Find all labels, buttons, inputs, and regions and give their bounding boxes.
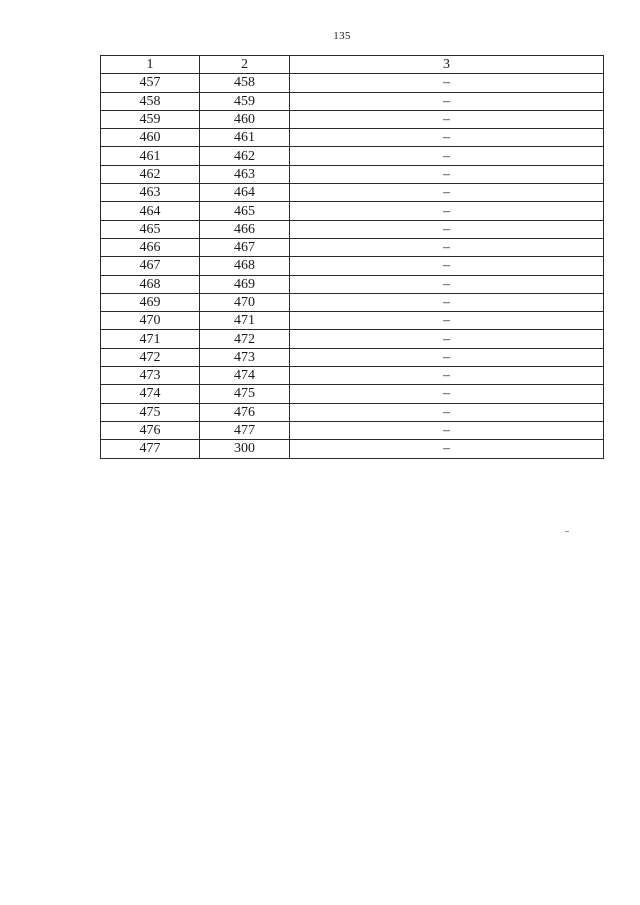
page-number: 135 xyxy=(333,30,351,42)
table-cell-col-3: – xyxy=(290,257,604,275)
table-cell-col-1: 466 xyxy=(101,238,200,256)
table-body xyxy=(101,74,604,458)
table-cell-col-3: – xyxy=(290,348,604,366)
table-cell-col-2: 464 xyxy=(200,184,290,202)
table-cell-col-1: 475 xyxy=(101,403,200,421)
table-cell-col-2: 471 xyxy=(200,312,290,330)
table-cell-col-2: 460 xyxy=(200,110,290,128)
table-cell-col-2: 468 xyxy=(200,257,290,275)
table-cell-col-2: 473 xyxy=(200,348,290,366)
table-row xyxy=(101,92,604,110)
table-row xyxy=(101,312,604,330)
table-cell-col-3: – xyxy=(290,385,604,403)
table-row xyxy=(101,385,604,403)
table-cell-col-1: 458 xyxy=(101,92,200,110)
table-row xyxy=(101,110,604,128)
table-cell-col-3: – xyxy=(290,421,604,439)
table-cell-col-2: 465 xyxy=(200,202,290,220)
table-cell-col-3: – xyxy=(290,110,604,128)
table-cell-col-3: – xyxy=(290,74,604,92)
table-cell-col-1: 468 xyxy=(101,275,200,293)
table-cell-col-1: 471 xyxy=(101,330,200,348)
table-cell-col-3: – xyxy=(290,238,604,256)
table-cell-col-2: 300 xyxy=(200,440,290,458)
table-cell-col-3: – xyxy=(290,92,604,110)
table-cell-col-1: 461 xyxy=(101,147,200,165)
table-cell-col-2: 463 xyxy=(200,165,290,183)
table-cell-col-1: 477 xyxy=(101,440,200,458)
table-cell-col-2: 475 xyxy=(200,385,290,403)
table-cell-col-1: 469 xyxy=(101,293,200,311)
table-cell-col-2: 466 xyxy=(200,220,290,238)
scan-artifact xyxy=(565,531,569,532)
table-cell-col-1: 462 xyxy=(101,165,200,183)
table-cell-col-2: 461 xyxy=(200,129,290,147)
table-cell-col-1: 470 xyxy=(101,312,200,330)
table-cell-col-3: – xyxy=(290,367,604,385)
table-cell-col-3: – xyxy=(290,147,604,165)
table-cell-col-1: 467 xyxy=(101,257,200,275)
column-header-1: 1 xyxy=(101,56,200,74)
table-cell-col-1: 464 xyxy=(101,202,200,220)
table-row xyxy=(101,440,604,458)
table-cell-col-2: 458 xyxy=(200,74,290,92)
table-cell-col-3: – xyxy=(290,129,604,147)
table-cell-col-2: 467 xyxy=(200,238,290,256)
table-cell-col-1: 463 xyxy=(101,184,200,202)
column-header-3: 3 xyxy=(290,56,604,74)
table-row xyxy=(101,147,604,165)
table-row xyxy=(101,330,604,348)
table-row xyxy=(101,293,604,311)
table-cell-col-3: – xyxy=(290,440,604,458)
table-row xyxy=(101,129,604,147)
table-cell-col-2: 474 xyxy=(200,367,290,385)
table-cell-col-3: – xyxy=(290,330,604,348)
table-cell-col-2: 476 xyxy=(200,403,290,421)
table-cell-col-3: – xyxy=(290,202,604,220)
table-row xyxy=(101,367,604,385)
table-cell-col-1: 457 xyxy=(101,74,200,92)
table-cell-col-2: 462 xyxy=(200,147,290,165)
table-header-row xyxy=(101,56,604,74)
table-header xyxy=(101,56,604,74)
table-cell-col-2: 459 xyxy=(200,92,290,110)
table-row xyxy=(101,275,604,293)
table-cell-col-3: – xyxy=(290,293,604,311)
table-cell-col-1: 476 xyxy=(101,421,200,439)
table-row xyxy=(101,257,604,275)
table-cell-col-2: 472 xyxy=(200,330,290,348)
table-cell-col-3: – xyxy=(290,312,604,330)
table-cell-col-3: – xyxy=(290,275,604,293)
table-row xyxy=(101,74,604,92)
table-cell-col-1: 473 xyxy=(101,367,200,385)
table-cell-col-1: 474 xyxy=(101,385,200,403)
table-cell-col-3: – xyxy=(290,220,604,238)
table-row xyxy=(101,421,604,439)
table-cell-col-2: 477 xyxy=(200,421,290,439)
table-row xyxy=(101,348,604,366)
table-row xyxy=(101,165,604,183)
table-row xyxy=(101,202,604,220)
table-row xyxy=(101,220,604,238)
table-cell-col-2: 469 xyxy=(200,275,290,293)
table-row xyxy=(101,403,604,421)
table-cell-col-1: 460 xyxy=(101,129,200,147)
table-cell-col-3: – xyxy=(290,165,604,183)
table-cell-col-1: 472 xyxy=(101,348,200,366)
table-row xyxy=(101,184,604,202)
data-table xyxy=(100,55,604,459)
table-cell-col-3: – xyxy=(290,403,604,421)
table-cell-col-3: – xyxy=(290,184,604,202)
table-cell-col-1: 459 xyxy=(101,110,200,128)
table-row xyxy=(101,238,604,256)
table-cell-col-2: 470 xyxy=(200,293,290,311)
column-header-2: 2 xyxy=(200,56,290,74)
table-cell-col-1: 465 xyxy=(101,220,200,238)
